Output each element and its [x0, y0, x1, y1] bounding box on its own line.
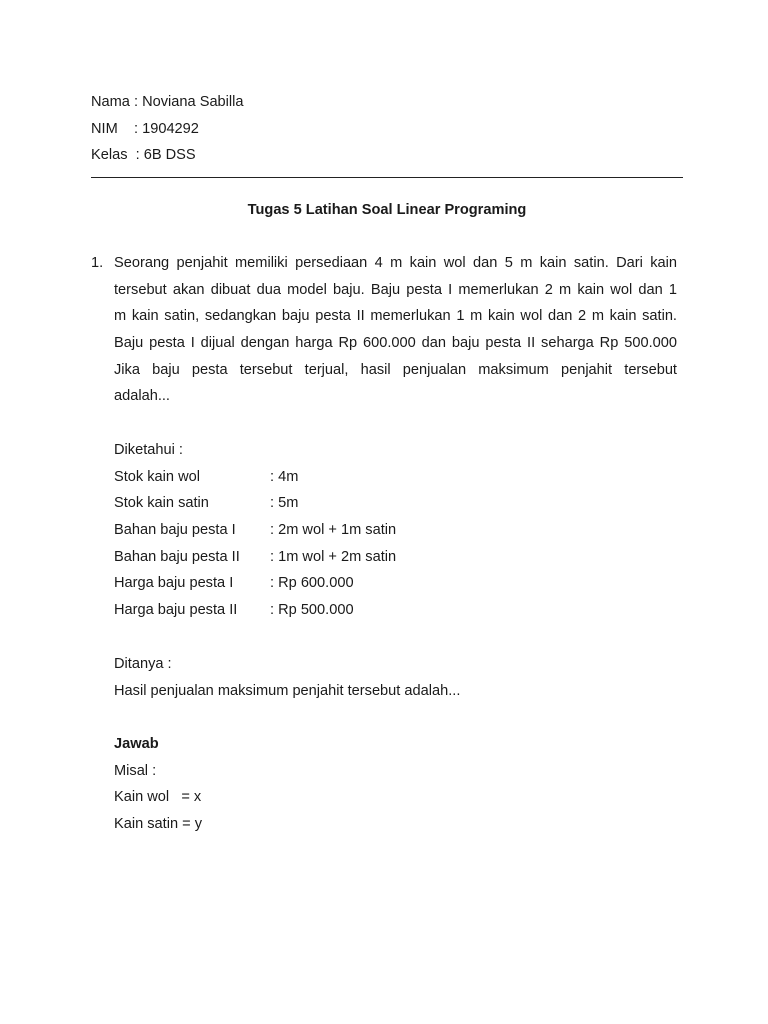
document-title: Tugas 5 Latihan Soal Linear Programing: [247, 202, 527, 218]
jawab-section: [114, 733, 202, 840]
question-text: [114, 252, 677, 412]
class-separator: :: [127, 147, 144, 163]
nim-separator: :: [117, 120, 143, 137]
known-item: [114, 492, 396, 519]
question-number: 1.: [91, 255, 104, 271]
known-item-label: Stok kain wol: [114, 468, 200, 485]
known-item: [114, 572, 396, 599]
diketahui-heading: Diketahui :: [114, 442, 183, 458]
known-item: [114, 519, 396, 546]
question-line: adalah...: [114, 388, 170, 405]
question-line: m kain satin, sedangkan baju pesta II memerlukan 1 m kain wol dan 2 m kain satin.: [114, 308, 677, 325]
ditanya-text: Hasil penjualan maksimum penjahit tersebut adalah...: [114, 682, 461, 699]
jawab-heading: Jawab: [114, 736, 159, 752]
known-item-label: Stok kain satin: [114, 495, 209, 512]
class-row: [91, 144, 244, 171]
known-item-label: Bahan baju pesta II: [114, 548, 240, 565]
diketahui-section: [114, 439, 396, 626]
known-item-label: Harga baju pesta I: [114, 575, 234, 592]
nim-row: [91, 118, 244, 145]
known-item-value: : 4m: [270, 468, 299, 485]
class-value: 6B DSS: [143, 147, 196, 163]
known-item-value: : Rp 500.000: [270, 602, 354, 619]
known-item: [114, 546, 396, 573]
header-divider: [91, 177, 683, 178]
question-line: Jika baju pesta tersebut terjual, hasil penjualan maksimum penjahit tersebut: [114, 361, 677, 378]
question-line: Baju pesta I dijual dengan harga Rp 600.000 dan baju pesta II seharga Rp 500.000: [114, 335, 677, 352]
question-line: tersebut akan dibuat dua model baju. Baju pesta I memerlukan 2 m kain wol dan 1: [114, 281, 677, 298]
name-label: Nama: [91, 94, 130, 110]
known-item: [114, 466, 396, 493]
known-item-value: : 2m wol + 1m satin: [270, 522, 397, 539]
question-line: Seorang penjahit memiliki persediaan 4 m kain wol dan 5 m kain satin. Dari kain: [114, 255, 677, 271]
known-item-label: Harga baju pesta II: [114, 602, 238, 619]
known-item-value: : 1m wol + 2m satin: [270, 548, 397, 565]
nim-label: NIM: [91, 120, 118, 137]
ditanya-heading: Ditanya :: [114, 656, 172, 672]
student-info: [91, 91, 244, 171]
misal-label: Misal :: [114, 762, 157, 779]
nim-value: 1904292: [142, 120, 199, 137]
known-item-label: Bahan baju pesta I: [114, 522, 236, 539]
variable-line: Kain wol = x: [114, 789, 202, 806]
name-value: Noviana Sabilla: [142, 94, 244, 110]
name-separator: :: [129, 94, 143, 110]
variable-line: Kain satin = y: [114, 816, 203, 833]
class-label: Kelas: [91, 147, 128, 163]
name-row: [91, 91, 244, 118]
known-item-value: : 5m: [270, 495, 299, 512]
ditanya-section: [114, 653, 460, 706]
known-item: [114, 599, 396, 626]
known-item-value: : Rp 600.000: [270, 575, 354, 592]
